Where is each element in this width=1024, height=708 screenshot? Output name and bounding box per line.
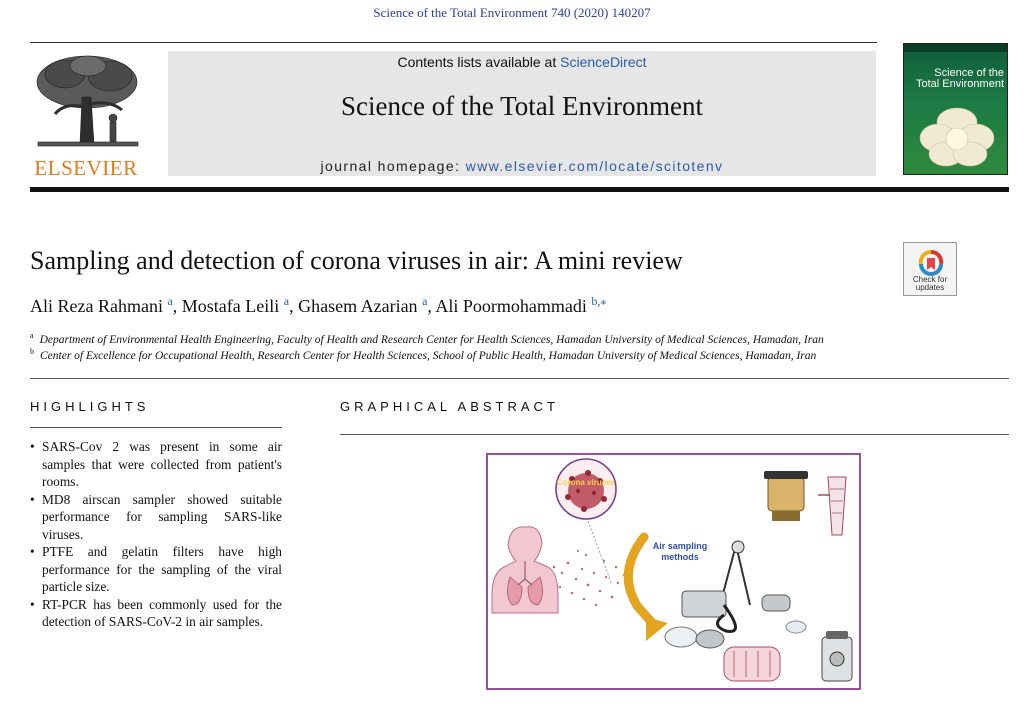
sciencedirect-link[interactable]: ScienceDirect xyxy=(560,54,647,70)
impinger-sampler-icon xyxy=(764,471,808,521)
highlights-divider xyxy=(30,427,282,428)
contents-line xyxy=(168,54,876,70)
cyclone-sampler-icon xyxy=(818,477,846,535)
author-affiliation-mark: a xyxy=(422,294,428,308)
methods-label-line2: methods xyxy=(661,552,699,562)
cover-title xyxy=(910,68,1004,90)
md8-airscan-icon xyxy=(822,631,852,681)
homepage-line xyxy=(168,158,876,174)
highlight-item: • MD8 airscan sampler showed suitable performance for sampling SARS-like viruses. xyxy=(30,491,282,544)
aerosol-particles xyxy=(553,562,620,607)
cover-top-band xyxy=(904,44,1008,52)
check-updates-icon xyxy=(917,248,945,276)
highlights-list xyxy=(30,438,282,631)
highlights-heading: HIGHLIGHTS xyxy=(30,399,150,414)
methods-label-line1: Air sampling xyxy=(652,541,708,551)
affiliation-text: Center of Excellence for Occupational Health, Research Center for Health Sciences, School of Public Health, Hamadan University of Medical Sciences, Hamadan, Iran xyxy=(40,349,817,362)
affiliation-label: b xyxy=(30,347,34,356)
check-for-updates-badge[interactable] xyxy=(903,242,957,296)
virus-label: Corona viruses xyxy=(556,478,616,487)
badge-text xyxy=(904,276,956,292)
homepage-prefix: journal homepage: xyxy=(320,158,461,174)
highlight-item: • RT-PCR has been commonly used for the detection of SARS-CoV-2 in air samples. xyxy=(30,596,282,631)
highlight-item: • SARS-Cov 2 was present in some air samples that were collected from patient's rooms. xyxy=(30,438,282,491)
affiliation-b xyxy=(30,347,816,362)
human-lungs-illustration xyxy=(492,527,558,613)
homepage-link[interactable]: www.elsevier.com/locate/scitotenv xyxy=(465,158,724,174)
author-affiliation-mark: a xyxy=(283,294,290,308)
author-name[interactable]: Ali Reza Rahmani xyxy=(30,296,163,316)
cover-title-line1: Science of the xyxy=(934,67,1004,79)
article-title: Sampling and detection of corona viruses in air: A mini review xyxy=(30,246,683,275)
header-thick-divider xyxy=(30,187,1009,192)
author-name[interactable]: Ghasem Azarian xyxy=(298,296,418,316)
top-divider xyxy=(30,42,877,43)
affiliation-text: Department of Environmental Health Engineering, Faculty of Health and Research Center for Health Sciences, Hamadan University of Medical Sciences, Hamadan, Iran xyxy=(39,333,824,346)
affiliation-a xyxy=(30,331,824,346)
author-list: Ali Reza Rahmani $^a$, Mostafa Leili $^a$, Ghasem Azarian $^a$, Ali Poormohammadi $^{b,⁎}$ xyxy=(30,294,607,316)
graphical-abstract-divider xyxy=(340,434,1009,435)
graphical-abstract-heading: GRAPHICAL ABSTRACT xyxy=(340,399,559,414)
zoom-connector xyxy=(588,521,612,585)
contents-prefix: Contents lists available at xyxy=(397,54,557,70)
journal-title: Science of the Total Environment xyxy=(340,91,703,121)
journal-cover[interactable] xyxy=(903,43,1008,175)
impactor-stack-icon xyxy=(724,647,780,681)
author-name[interactable]: Mostafa Leili xyxy=(181,296,280,316)
badge-line1: Check for xyxy=(912,275,948,284)
author-affiliation-mark: a xyxy=(167,294,173,308)
author-name[interactable]: Ali Poormohammadi xyxy=(435,296,587,316)
aerosol-particles-green xyxy=(577,550,625,576)
badge-line2: updates xyxy=(915,283,945,292)
journal-citation: Science of the Total Environment 740 (2020) 140207 xyxy=(373,5,651,20)
section-divider xyxy=(30,378,1009,379)
publisher-wordmark: ELSEVIER xyxy=(34,156,138,180)
graphical-abstract-figure xyxy=(486,453,861,690)
journal-header xyxy=(168,51,876,176)
corona-virus-inset xyxy=(556,459,616,519)
highlight-item: • PTFE and gelatin filters have high performance for the sampling of the viral particle size. xyxy=(30,543,282,596)
cover-title-line2: Total Environment xyxy=(915,78,1004,90)
affiliation-label: a xyxy=(30,331,34,340)
cover-flower-graphic xyxy=(918,106,996,168)
author-affiliation-mark: b,⁎ xyxy=(591,294,607,308)
